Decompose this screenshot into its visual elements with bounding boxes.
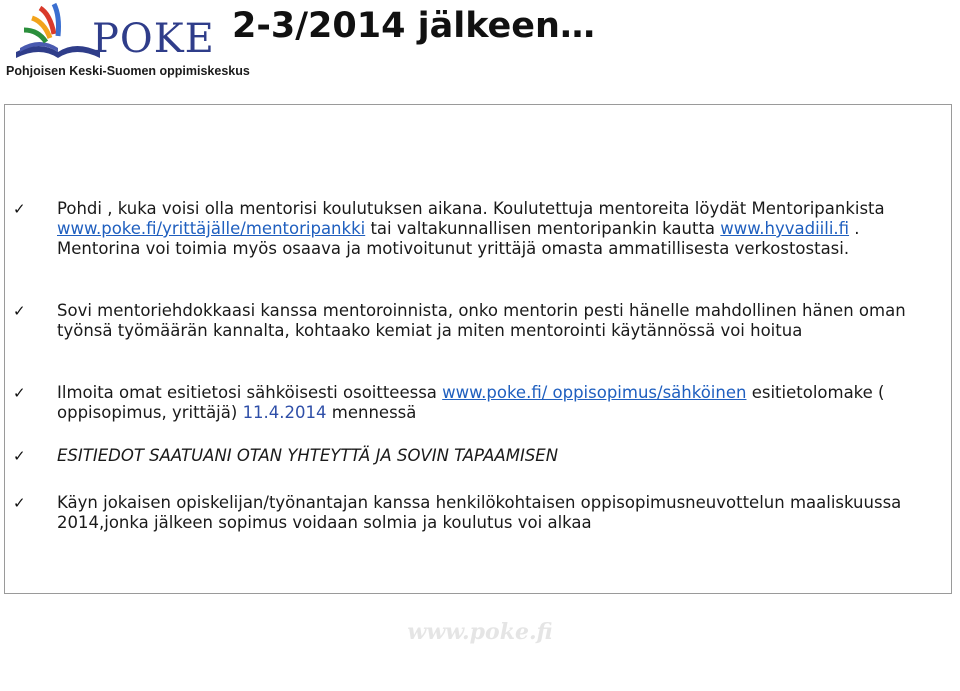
- list-item: [13, 493, 927, 533]
- item-text: ESITIEDOT SAATUANI OTAN YHTEYTTÄ JA SOVIN TAPAAMISEN: [57, 446, 559, 465]
- item-text-part: mennessä: [326, 403, 417, 422]
- item-text: Sovi mentoriehdokkaasi kanssa mentoroinnista, onko mentorin pesti hänelle mahdollinen hänen oman työnsä työmäärän kannalta, kohtaako kemiat ja miten mentorointi käytännössä voi hoitua: [57, 301, 906, 340]
- deadline-date: 11.4.2014: [242, 403, 327, 422]
- logo-subtitle: Pohjoisen Keski-Suomen oppimiskeskus: [6, 64, 250, 78]
- content-frame: [4, 104, 952, 594]
- footer-url: www.poke.fi: [407, 619, 553, 645]
- item-text-part: Ilmoita omat esitietosi sähköisesti osoitteessa: [57, 383, 443, 402]
- page-title: 2-3/2014 jälkeen…: [232, 6, 595, 46]
- list-item: [13, 301, 927, 341]
- poke-logo: [0, 0, 250, 85]
- item-text-part: tai valtakunnallisen mentoripankin kautta: [365, 219, 721, 238]
- list-item: [13, 199, 927, 259]
- item-text-part: Pohdi , kuka voisi olla mentorisi koulutuksen aikana. Koulutettuja mentoreita löydät Mentoripankista: [57, 199, 885, 218]
- hyvadiili-link[interactable]: www.hyvadiili.fi: [720, 219, 850, 238]
- list-item: [13, 446, 927, 466]
- item-text: Käyn jokaisen opiskelijan/työnantajan kanssa henkilökohtaisen oppisopimusneuvottelun maaliskuussa 2014,jonka jälkeen sopimus voidaan solmia ja koulutus voi alkaa: [57, 493, 902, 532]
- check-icon: ✓: [13, 200, 26, 218]
- item-text-part: esitietolomake ( oppisopimus, yrittäjä): [57, 383, 885, 422]
- check-icon: ✓: [13, 384, 26, 402]
- item-text-part: . Mentorina voi toimia myös osaava ja motivoitunut yrittäjä omasta ammatillisesta verkostostasi.: [57, 219, 860, 258]
- check-icon: ✓: [13, 447, 26, 465]
- list-item: [13, 383, 927, 423]
- item-text: [27, 199, 927, 259]
- mentoripankki-link[interactable]: www.poke.fi/yrittäjälle/mentoripankki: [57, 219, 366, 238]
- check-icon: ✓: [13, 494, 26, 512]
- check-icon: ✓: [13, 302, 26, 320]
- logo-wordmark: POKE: [92, 16, 215, 62]
- item-text: [27, 383, 927, 423]
- esitietolomake-link[interactable]: www.poke.fi/ oppisopimus/sähköinen: [442, 383, 747, 402]
